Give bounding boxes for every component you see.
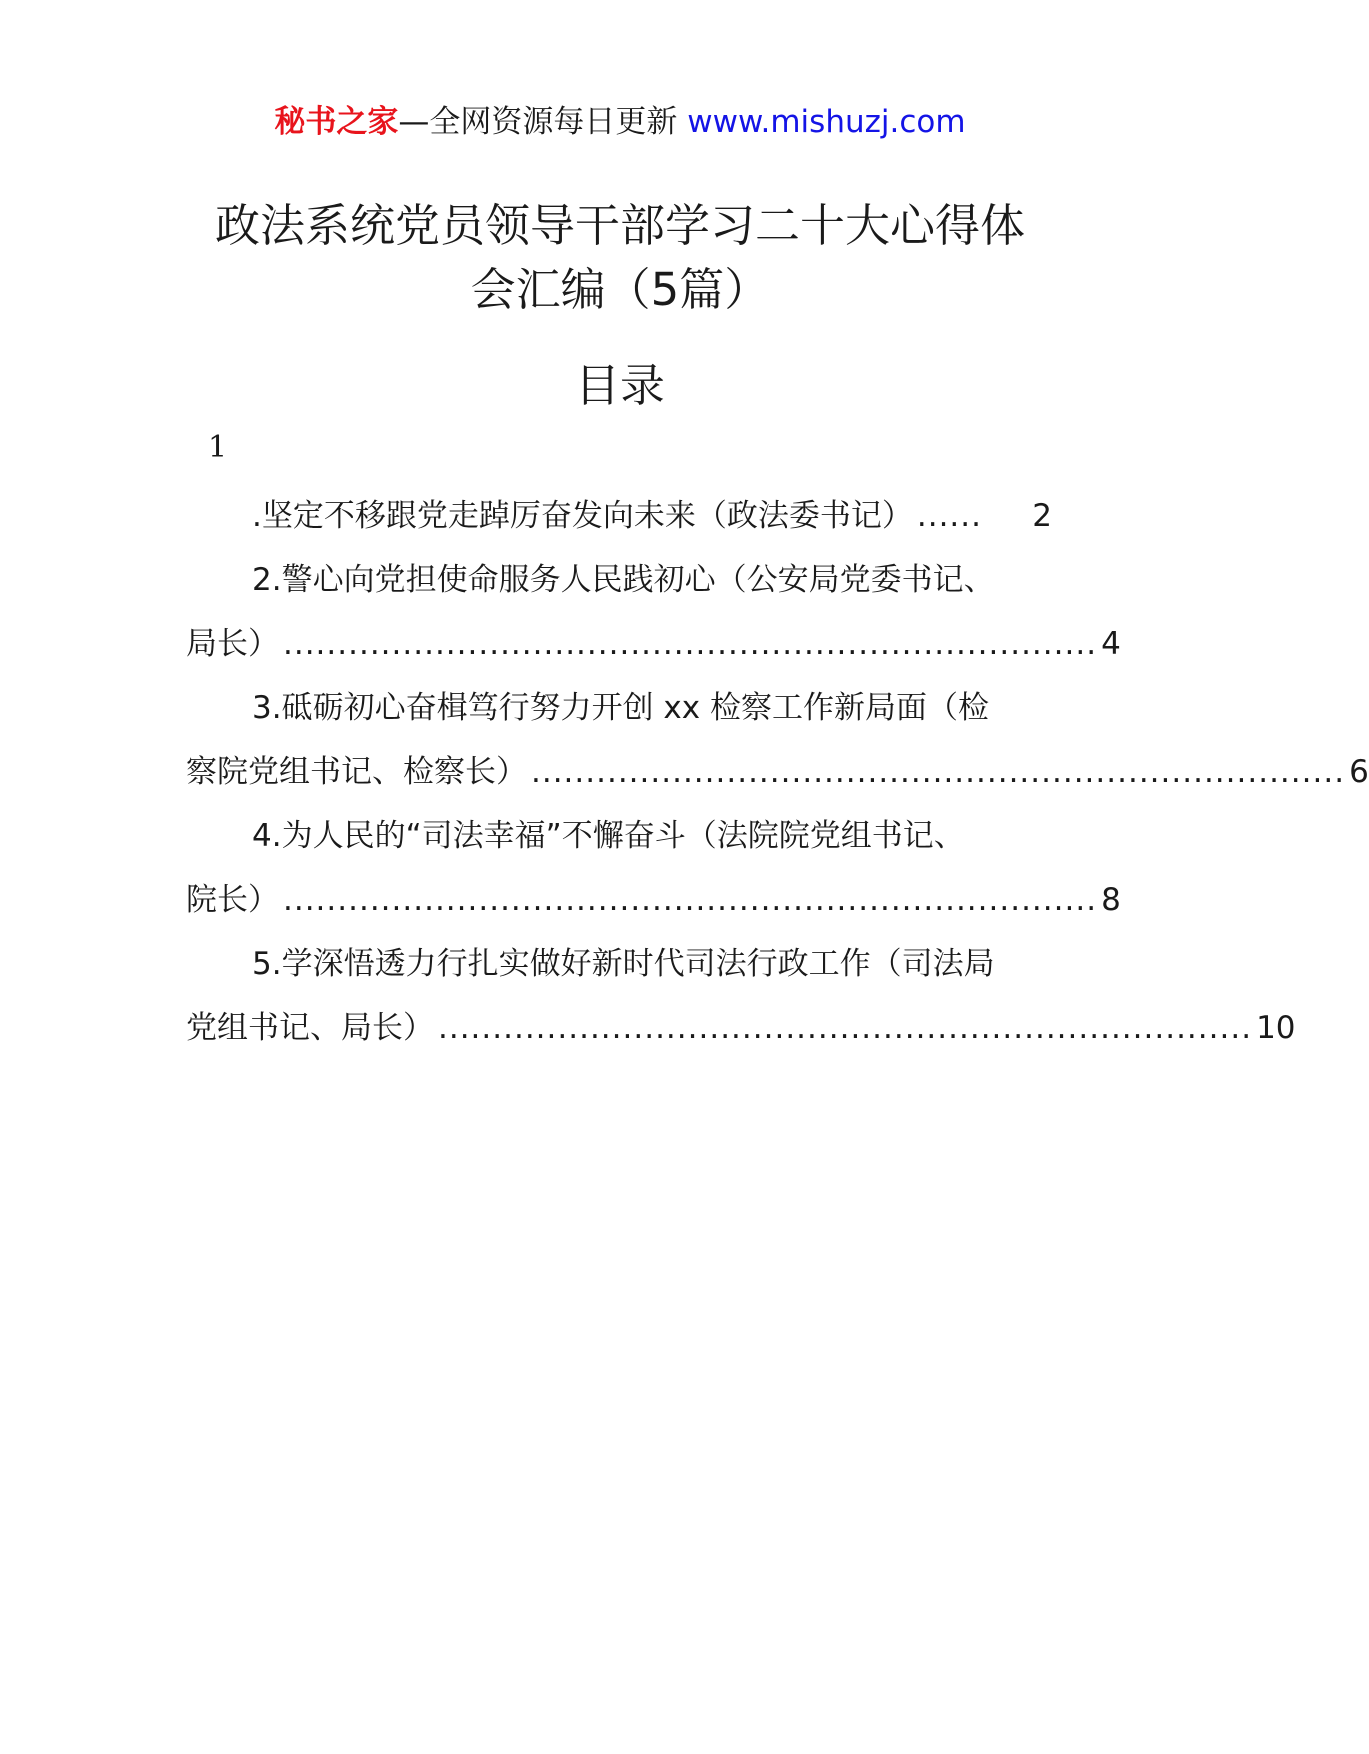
toc-page-number: 4 <box>1101 626 1121 662</box>
toc-entry-5-continued[interactable] <box>186 996 1296 1060</box>
brand-name: 秘书之家 <box>274 104 399 140</box>
toc-entry-3[interactable] <box>186 676 1052 740</box>
toc-page-number: 10 <box>1256 1010 1296 1046</box>
toc-entry-title: .坚定不移跟党走踔厉奋发向未来（政法委书记） <box>252 498 913 534</box>
toc-entry-title-continued: 局长） <box>186 626 279 662</box>
site-url-link[interactable]: www.mishuzj.com <box>687 104 966 140</box>
toc-entry-4-continued[interactable] <box>186 868 1121 932</box>
toc-entry-title-continued: 党组书记、局长） <box>186 1010 434 1046</box>
toc-leader-dots: ........................................................................... <box>283 626 1098 662</box>
toc-leader-dots: ...... <box>916 498 982 534</box>
title-line-1: 政法系统党员领导干部学习二十大心得体 <box>214 199 1025 252</box>
toc-entry-2-continued[interactable] <box>186 612 1121 676</box>
toc-heading: 目录 <box>574 359 665 412</box>
title-line-2: 会汇编（5篇） <box>470 263 770 316</box>
document-title <box>0 194 1240 322</box>
toc-entry-3-continued[interactable] <box>186 740 1369 804</box>
toc-entry-title-continued: 察院党组书记、检察长） <box>186 754 527 790</box>
table-of-contents <box>186 484 1369 1060</box>
toc-entry-title: 2.警心向党担使命服务人民践初心（公安局党委书记、 <box>252 562 995 598</box>
toc-entry-title: 4.为人民的“司法幸福”不懈奋斗（法院院党组书记、 <box>252 818 965 854</box>
stray-number: 1 <box>208 430 228 465</box>
banner-tagline: —全网资源每日更新 <box>398 104 678 140</box>
toc-leader-dots: ........................................................................... <box>283 882 1098 918</box>
toc-entry-title: 3.砥砺初心奋楫笃行努力开创 xx 检察工作新局面（检 <box>252 690 989 726</box>
toc-page-number: 6 <box>1349 754 1369 790</box>
toc-entry-4[interactable] <box>186 804 1052 868</box>
toc-leader-dots: ........................................................................... <box>531 754 1346 790</box>
toc-entry-1[interactable] <box>186 484 1052 548</box>
toc-page-number: 8 <box>1101 882 1121 918</box>
toc-entry-title-continued: 院长） <box>186 882 279 918</box>
toc-leader-dots: ........................................................................... <box>438 1010 1253 1046</box>
toc-entry-title: 5.学深悟透力行扎实做好新时代司法行政工作（司法局 <box>252 946 995 982</box>
toc-entry-2[interactable] <box>186 548 1052 612</box>
site-banner <box>0 100 1240 144</box>
toc-page-number: 2 <box>1032 498 1052 534</box>
toc-entry-5[interactable] <box>186 932 1052 996</box>
